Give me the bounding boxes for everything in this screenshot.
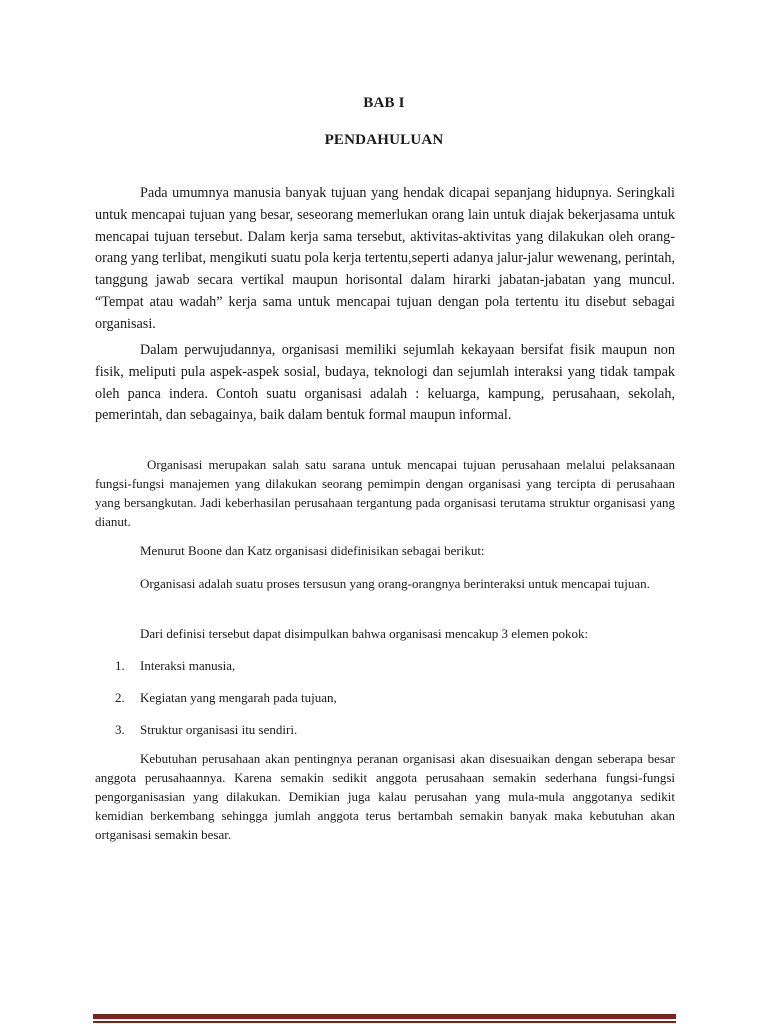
- paragraph-needs: Kebutuhan perusahaan akan pentingnya peranan organisasi akan disesuaikan dengan seberapa besar anggota perusahaannya. Karena semakin sedikit anggota perusahaan semakin sederhana fungsi-fungsi pengorganisasian yang dilakukan. Demikian juga kalau perusahan yang mula-mula anggotanya sedikit kemidian berkembang sehingga jumlah anggota terus bertambah semakin banyak maka kebutuhan akan ortganisasi semakin besar.: [95, 751, 675, 842]
- list-item-number: 3.: [115, 722, 125, 737]
- footer-rule-thin: [93, 1021, 676, 1023]
- paragraph-intro: Pada umumnya manusia banyak tujuan yang hendak dicapai sepanjang hidupnya. Seringkali untuk mencapai tujuan yang besar, seseorang memerlukan orang lain untuk diajak bekerjasama untuk mencapai tujuan tersebut. Dalam kerja sama tersebut, aktivitas-aktivitas yang dilakukan oleh orang-orang yang terlibat, mengikuti suatu pola kerja tertentu,seperti adanya jalur-jalur wewenang, perintah, tanggung jawab secara vertikal maupun horisontal dalam hirarki jabatan-jabatan yang muncul. “Tempat atau wadah” kerja sama untuk mencapai tujuan dengan pola tertentu itu disebut sebagai organisasi.: [95, 185, 675, 332]
- list-item-number: 1.: [115, 658, 125, 673]
- paragraph-manifestation: Dalam perwujudannya, organisasi memiliki sejumlah kekayaan bersifat fisik maupun non fisik, meliputi pula aspek-aspek sosial, budaya, teknologi dan sejumlah interaksi yang tidak tampak oleh panca indera. Contoh suatu organisasi adalah : keluarga, kampung, perusahaan, sekolah, pemerintah, dan sebagainya, baik dalam bentuk formal maupun informal.: [95, 342, 675, 424]
- paragraph-organization-means: Organisasi merupakan salah satu sarana untuk mencapai tujuan perusahaan melalui pelaksanaan fungsi-fungsi manajemen yang dilakukan seorang pemimpin dengan organisasi yang tercipta di perusahaan yang bersangkutan. Jadi keberhasilan perusahaan tergantung pada organisasi terutama struktur organisasi yang dianut.: [95, 457, 675, 529]
- list-item-text: Kegiatan yang mengarah pada tujuan,: [140, 690, 337, 705]
- list-item-text: Struktur organisasi itu sendiri.: [140, 722, 298, 737]
- list-item-number: 2.: [115, 690, 125, 705]
- paragraph-conclusion-intro: Dari definisi tersebut dapat disimpulkan bahwa organisasi mencakup 3 elemen pokok:: [140, 626, 589, 641]
- chapter-title: PENDAHULUAN: [324, 132, 444, 148]
- list-item-text: Interaksi manusia,: [140, 658, 236, 673]
- paragraph-boone-katz: Menurut Boone dan Katz organisasi didefinisikan sebagai berikut:: [140, 543, 485, 558]
- footer-rule: [93, 1014, 676, 1019]
- chapter-number: BAB I: [363, 95, 405, 111]
- paragraph-definition: Organisasi adalah suatu proses tersusun yang orang-orangnya berinteraksi untuk mencapai tujuan.: [140, 576, 650, 591]
